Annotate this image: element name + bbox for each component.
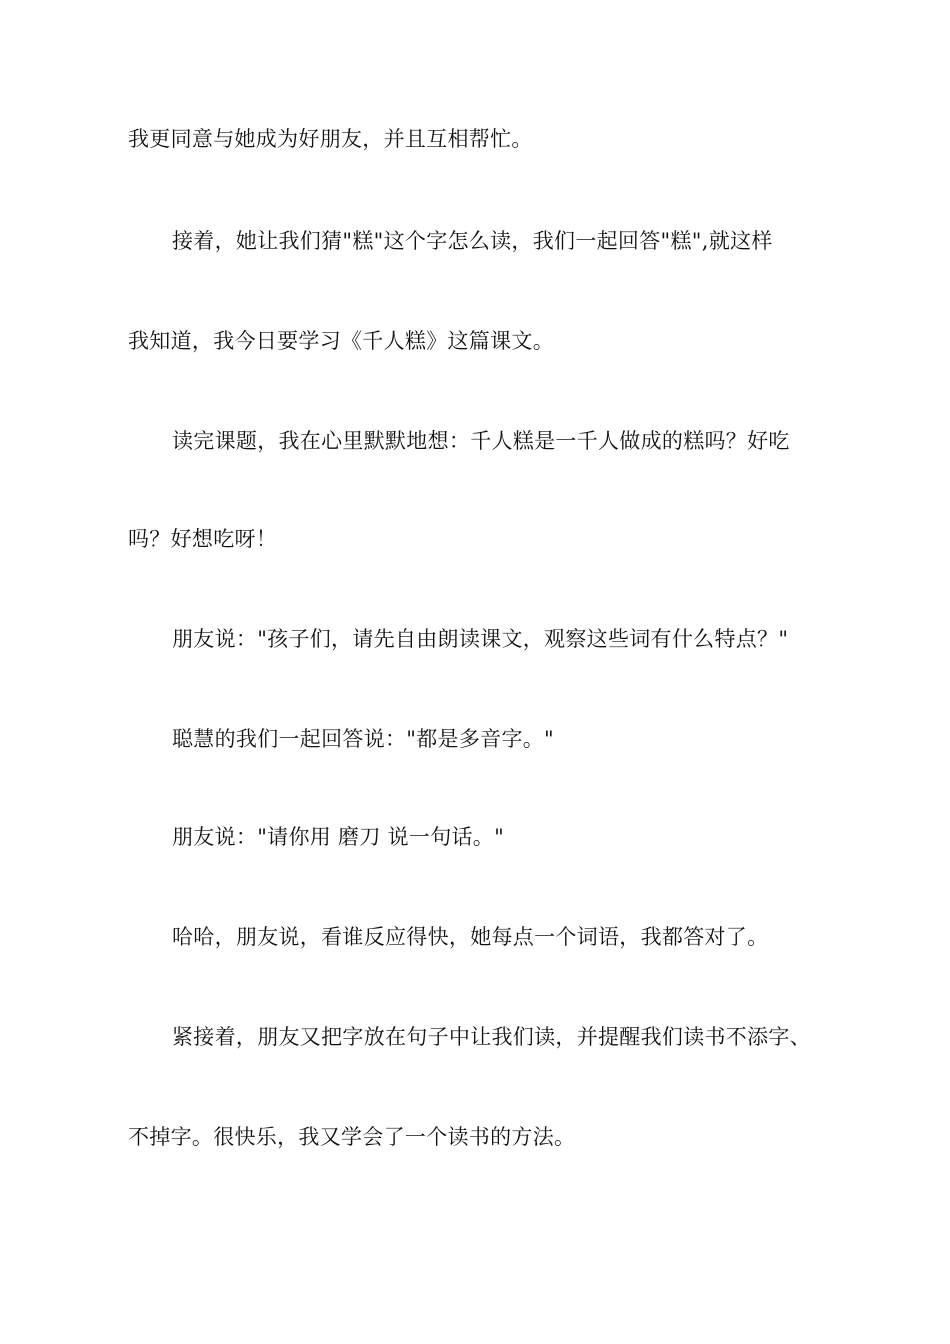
paragraph-line: 不掉字。很快乐，我又学会了一个读书的方法。	[128, 1125, 576, 1149]
paragraph-line: 接着，她让我们猜"糕"这个字怎么读，我们一起回答"糕",就这样	[172, 229, 773, 253]
paragraph-line: 我更同意与她成为好朋友，并且互相帮忙。	[128, 127, 533, 151]
paragraph-line: 朋友说："孩子们，请先自由朗读课文，观察这些词有什么特点？"	[172, 627, 789, 651]
paragraph-line: 紧接着，朋友又把字放在句子中让我们读，并提醒我们读书不添字、	[172, 1025, 811, 1049]
paragraph-line: 我知道，我今日要学习《千人糕》这篇课文。	[128, 329, 554, 353]
paragraph-line: 聪慧的我们一起回答说："都是多音字。"	[172, 727, 555, 751]
paragraph-line: 吗？好想吃呀！	[128, 527, 278, 551]
paragraph-line: 读完课题，我在心里默默地想：千人糕是一千人做成的糕吗？好吃	[172, 429, 790, 453]
paragraph-line: 哈哈，朋友说，看谁反应得快，她每点一个词语，我都答对了。	[172, 925, 769, 949]
paragraph-line: 朋友说："请你用 磨刀 说一句话。"	[172, 825, 505, 849]
